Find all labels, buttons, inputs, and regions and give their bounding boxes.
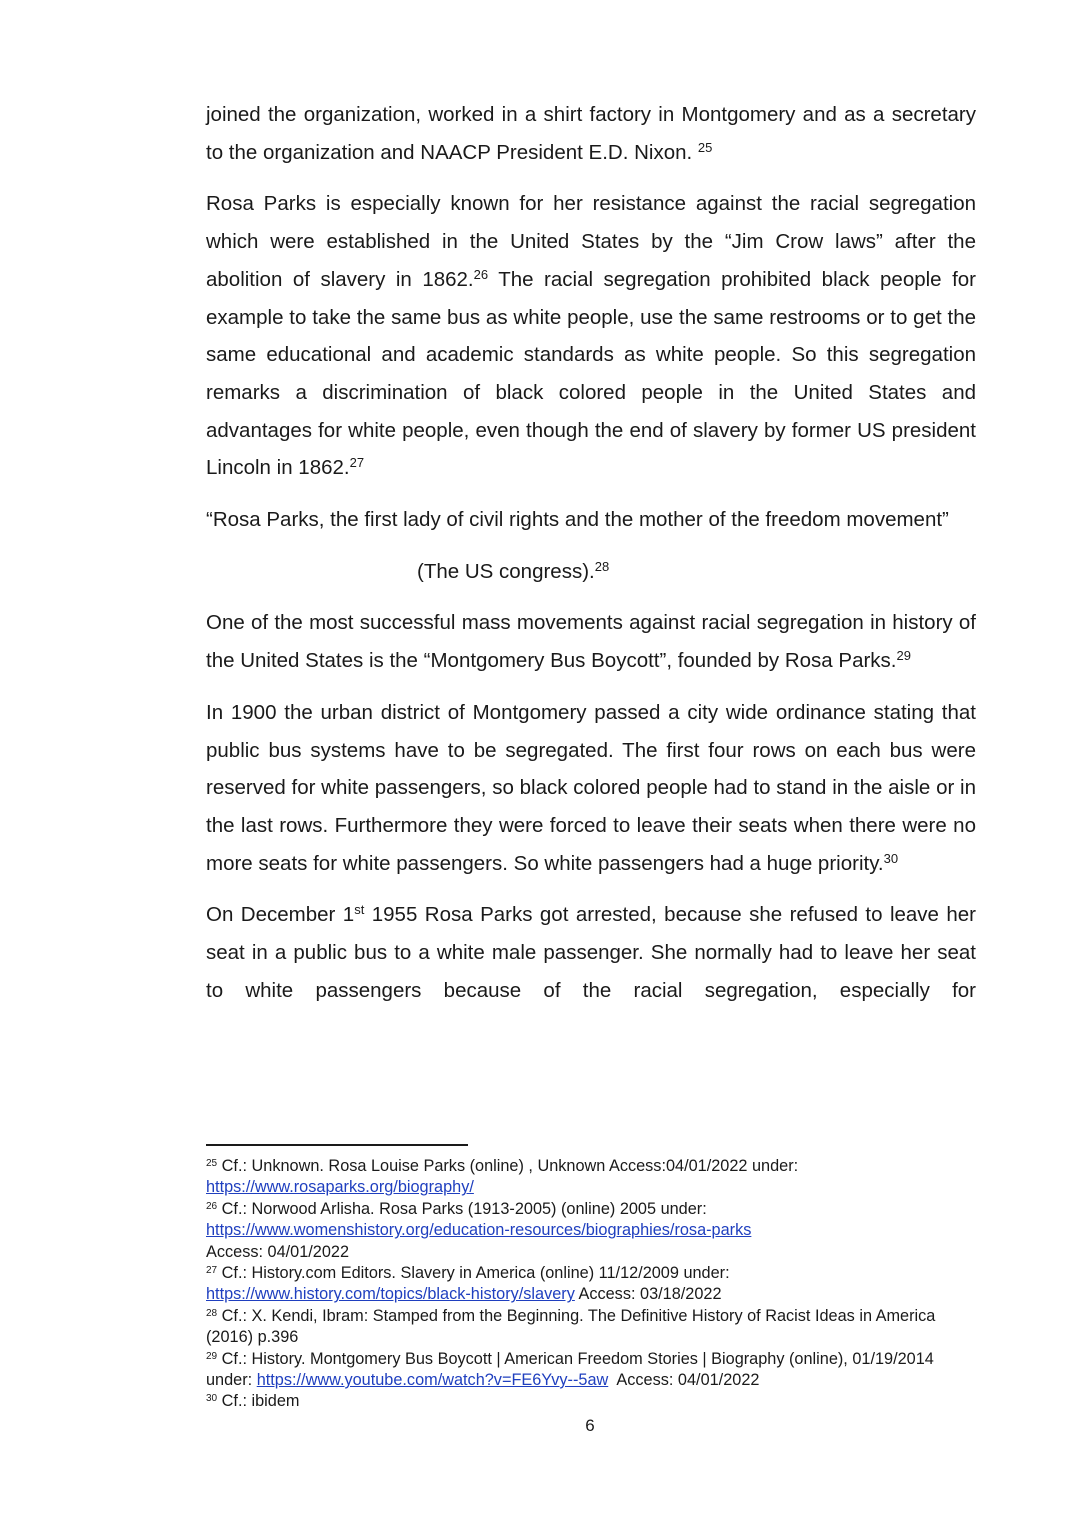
footnote-number: 26 (206, 1200, 218, 1212)
footnote-25 (206, 1156, 976, 1199)
footnote-text: Cf.: ibidem (221, 1392, 300, 1411)
footnote-text: Cf.: History.com Editors. Slavery in America (online) 11/12/2009 under: (221, 1264, 730, 1283)
footnote-text: Cf.: History. Montgomery Bus Boycott | American Freedom Stories | Biography (online), 01/19/2014 under: (206, 1349, 934, 1390)
quote-source-text: (The US congress). (417, 559, 595, 583)
footnote-29 (206, 1349, 976, 1392)
footnote-text: Cf.: X. Kendi, Ibram: Stamped from the Beginning. The Definitive History of Racist Ideas in America (2016) p.396 (206, 1306, 936, 1347)
paragraph-4-text: In 1900 the urban district of Montgomery passed a city wide ordinance stating that public bus systems have to be segregated. The first four rows on each bus were reserved for white passengers, so black colored people had to stand in the aisle or in the last rows. Furthermore they were forced to leave their seats when there were no more seats for white passengers. So white passengers had a huge priority. (206, 700, 976, 875)
footnote-access: Access: 04/01/2022 (206, 1242, 350, 1261)
footnote-link[interactable]: https://www.womenshistory.org/education-resources/biographies/rosa-parks (206, 1221, 752, 1240)
footnotes (206, 1156, 976, 1413)
paragraph-3 (206, 604, 976, 679)
footnote-number: 29 (206, 1350, 218, 1362)
footnote-link[interactable]: https://www.youtube.com/watch?v=FE6Yvy--5aw (256, 1371, 609, 1390)
paragraph-3-text: One of the most successful mass movements against racial segregation in history of the United States is the “Montgomery Bus Boycott”, founded by Rosa Parks. (206, 611, 976, 673)
footnote-link[interactable]: https://www.history.com/topics/black-history/slavery (206, 1285, 575, 1304)
footnote-26 (206, 1199, 976, 1263)
paragraph-1-text: joined the organization, worked in a shirt factory in Montgomery and as a secretary to the organization and NAACP President E.D. Nixon. (206, 103, 976, 164)
footnote-ref-25[interactable]: 25 (697, 139, 713, 155)
paragraph-5 (206, 896, 976, 1009)
footnote-30 (206, 1391, 976, 1412)
paragraph-2-text-b: The racial segregation prohibited black people for example to take the same bus as white people, use the same restrooms or to get the same educational and academic standards as white people. So this segregation remarks a discrimination of black colored people in the United States and advantages for white people, even though the end of slavery by former US president Lincoln in 1862. (206, 267, 976, 480)
footnote-text: Cf.: Unknown. Rosa Louise Parks (online) , Unknown Access:04/01/2022 under: (221, 1157, 799, 1175)
footnote-ref-26[interactable]: 26 (473, 266, 489, 282)
paragraph-5-text-a: On December 1 (206, 903, 355, 927)
footnote-27 (206, 1263, 976, 1306)
quote (206, 501, 976, 539)
footnote-number: 28 (206, 1307, 218, 1319)
quote-text: “Rosa Parks, the first lady of civil rights and the mother of the freedom movement” (206, 508, 949, 532)
footnote-access: Access: 03/18/2022 (574, 1285, 722, 1304)
paragraph-5-text-b: 1955 Rosa Parks got arrested, because she refused to leave her seat in a public bus to a white male passenger. She normally had to leave her seat to white passengers because of the racial segregation, especially for (206, 903, 977, 1002)
footnote-link[interactable]: https://www.rosaparks.org/biography/ (206, 1178, 474, 1197)
page-number: 6 (585, 1416, 595, 1435)
quote-source (206, 553, 976, 591)
footnote-text: Cf.: Norwood Arlisha. Rosa Parks (1913-2005) (online) 2005 under: (221, 1199, 707, 1218)
ordinal-suffix: st (354, 902, 365, 918)
footnote-number: 27 (206, 1265, 218, 1277)
footnote-number: 25 (206, 1158, 218, 1169)
paragraph-2-text-a: Rosa Parks is especially known for her resistance against the racial segregation which were established in the United States by the “Jim Crow laws” after the abolition of slavery in 1862. (206, 192, 976, 291)
footnote-access: Access: 04/01/2022 (608, 1371, 760, 1390)
footnote-ref-28[interactable]: 28 (594, 558, 610, 574)
footnote-ref-27[interactable]: 27 (349, 455, 365, 471)
footnote-28 (206, 1306, 976, 1349)
footnote-ref-29[interactable]: 29 (896, 648, 911, 664)
paragraph-4 (206, 694, 976, 883)
paragraph-1 (206, 96, 976, 171)
footnote-number: 30 (206, 1393, 218, 1405)
footnote-ref-30[interactable]: 30 (883, 850, 899, 866)
paragraph-2 (206, 185, 976, 487)
footnote-separator (206, 1144, 468, 1146)
body-text (206, 96, 976, 1023)
